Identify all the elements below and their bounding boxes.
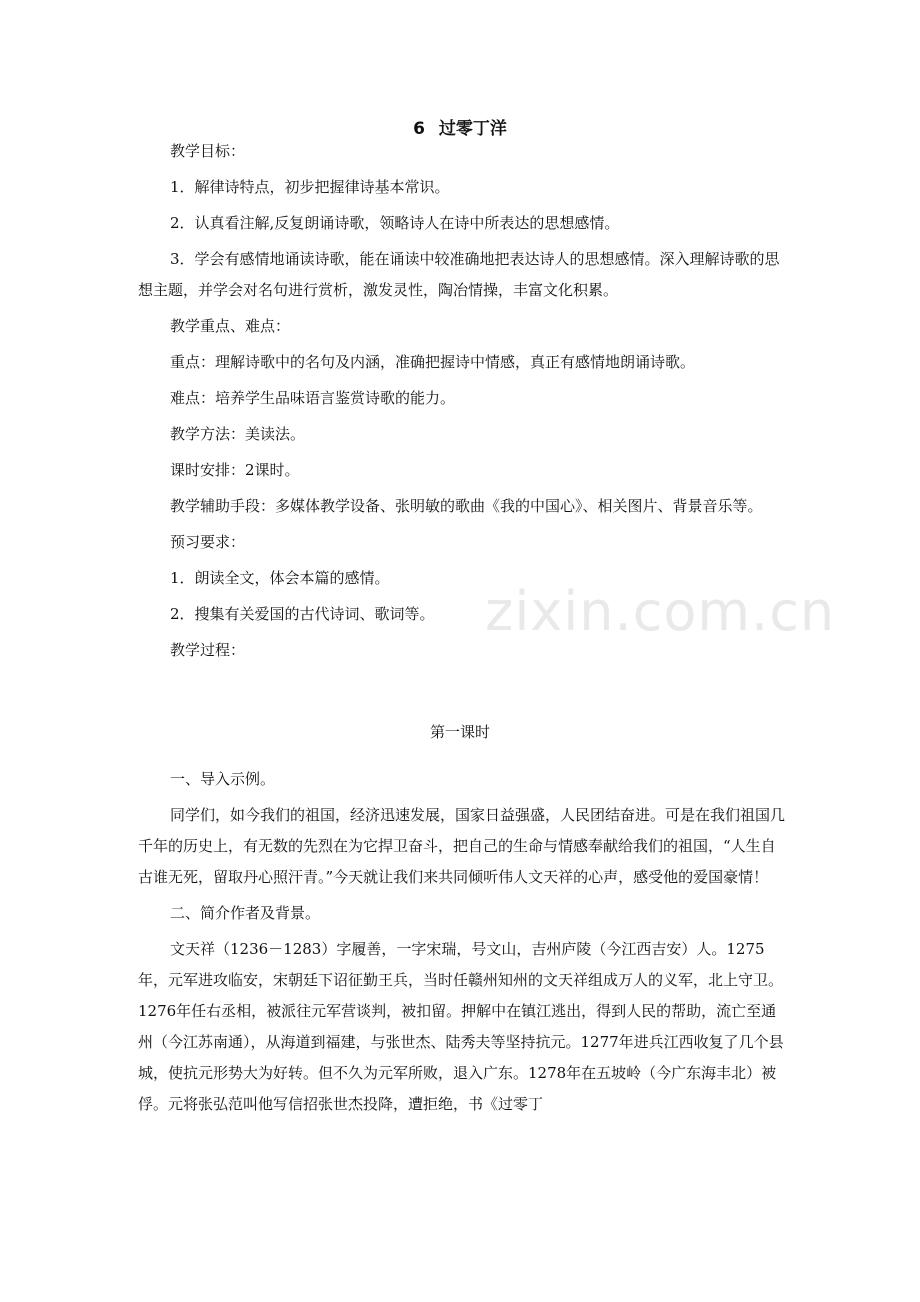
paragraph: 重点：理解诗歌中的名句及内涵，准确把握诗中情感，真正有感情地朗诵诗歌。 (170, 353, 696, 371)
paragraph: 预习要求： (170, 533, 246, 551)
paragraph: 同学们，如今我们的祖国，经济迅速发展，国家日益强盛，人民团结奋进。可是在我们祖国几千年的历史上，有无数的先烈在为它捍卫奋斗，把自己的生命与情感奉献给我们的祖国，“人生自古谁无死，留取丹心照汗青。”今天就让我们来共同倾听伟人文天祥的心声，感受他的爱国豪情！ (138, 806, 786, 886)
paragraph: 2．搜集有关爱国的古代诗词、歌词等。 (170, 605, 435, 623)
paragraph: 1．解律诗特点，初步把握律诗基本常识。 (170, 178, 450, 196)
paragraph: 教学过程： (170, 641, 246, 659)
watermark: zixin.com.cn (485, 580, 836, 643)
lesson-number: 6 (413, 119, 425, 139)
paragraph: 教学目标： (170, 142, 246, 160)
paragraph: 教学辅助手段：多媒体教学设备、张明敏的歌曲《我的中国心》、相关图片、背景音乐等。 (170, 497, 763, 515)
section-heading: 第一课时 (429, 723, 490, 741)
paragraph: 教学方法：美读法。 (170, 425, 306, 443)
paragraph: 难点：培养学生品味语言鉴赏诗歌的能力。 (170, 389, 456, 407)
paragraph: 2．认真看注解,反复朗诵诗歌，领略诗人在诗中所表达的思想感情。 (170, 214, 620, 232)
paragraph: 文天祥（1236－1283）字履善，一字宋瑞，号文山，吉州庐陵（今江西吉安）人。1275年，元军进攻临安，宋朝廷下诏征勤王兵，当时任赣州知州的文天祥组成万人的义军，北上守卫。1276年任右丞相，被派往元军营谈判，被扣留。押解中在镇江逃出，得到人民的帮助，流亡至通州（今江苏南通），从海道到福建，与张世杰、陆秀夫等坚持抗元。1277年进兵江西收复了几个县城，使抗元形势大为好转。但不久为元军所败，退入广东。1278年在五坡岭（今广东海丰北）被俘。元将张弘范叫他写信招张世杰投降，遭拒绝，书《过零丁 (138, 940, 784, 1113)
paragraph: 课时安排：2课时。 (170, 461, 300, 479)
paragraph: 教学重点、难点： (170, 317, 291, 335)
lesson-title: 过零丁洋 (438, 119, 507, 139)
paragraph: 一、导入示例。 (170, 770, 276, 788)
paragraph: 二、简介作者及背景。 (170, 904, 321, 922)
body-bottom (138, 764, 788, 1120)
paragraph: 1．朗读全文，体会本篇的感情。 (170, 569, 390, 587)
paragraph: 3．学会有感情地诵读诗歌，能在诵读中较准确地把表达诗人的思想感情。深入理解诗歌的思想主题，并学会对名句进行赏析，激发灵性，陶冶情操，丰富文化积累。 (138, 250, 780, 299)
